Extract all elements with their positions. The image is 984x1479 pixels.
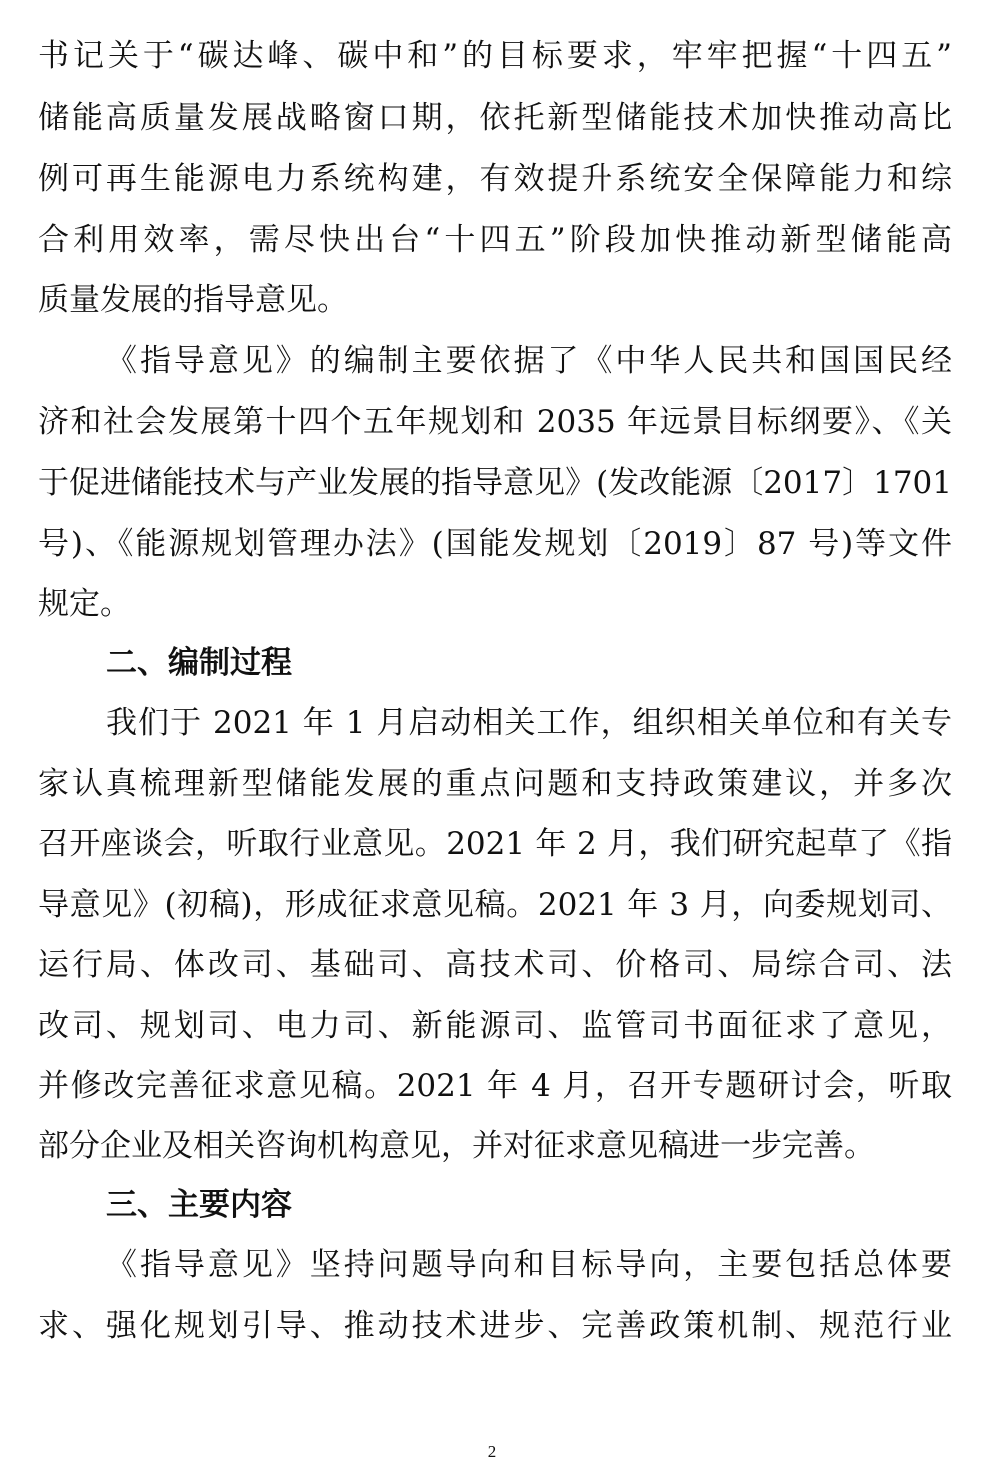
body-line: 于促进储能技术与产业发展的指导意见》(发改能源〔2017〕1701 (38, 465, 952, 501)
body-line: 例可再生能源电力系统构建，有效提升系统安全保障能力和综 (38, 161, 952, 197)
body-line: 并修改完善征求意见稿。2021 年 4 月，召开专题研讨会，听取 (38, 1068, 952, 1104)
body-line: 部分企业及相关咨询机构意见，并对征求意见稿进一步完善。 (38, 1128, 875, 1164)
section-heading: 三、主要内容 (106, 1187, 292, 1223)
body-line: 书记关于“碳达峰、碳中和”的目标要求，牢牢把握“十四五” (38, 38, 952, 74)
body-line: 济和社会发展第十四个五年规划和 2035 年远景目标纲要》、《关 (38, 404, 952, 440)
body-line: 合利用效率，需尽快出台“十四五”阶段加快推动新型储能高 (38, 222, 952, 258)
body-line: 求、强化规划引导、推动技术进步、完善政策机制、规范行业 (38, 1308, 952, 1344)
body-line: 运行局、体改司、基础司、高技术司、价格司、局综合司、法 (38, 947, 952, 983)
paragraph-start-line: 《指导意见》的编制主要依据了《中华人民共和国国民经 (106, 343, 952, 379)
body-line: 规定。 (38, 586, 131, 622)
section-heading: 二、编制过程 (106, 645, 292, 681)
body-line: 家认真梳理新型储能发展的重点问题和支持政策建议，并多次 (38, 766, 952, 802)
paragraph-start-line: 我们于 2021 年 1 月启动相关工作，组织相关单位和有关专 (106, 705, 952, 741)
body-line: 质量发展的指导意见。 (38, 282, 348, 318)
body-line: 召开座谈会，听取行业意见。2021 年 2 月，我们研究起草了《指 (38, 826, 952, 862)
body-line: 改司、规划司、电力司、新能源司、监管司书面征求了意见， (38, 1008, 952, 1044)
body-line: 号)、《能源规划管理办法》(国能发规划〔2019〕87 号)等文件 (38, 526, 952, 562)
body-line: 导意见》(初稿)，形成征求意见稿。2021 年 3 月，向委规划司、 (38, 887, 952, 923)
paragraph-start-line: 《指导意见》坚持问题导向和目标导向，主要包括总体要 (106, 1247, 952, 1283)
page-number: 2 (487, 1442, 497, 1461)
body-line: 储能高质量发展战略窗口期，依托新型储能技术加快推动高比 (38, 100, 952, 136)
